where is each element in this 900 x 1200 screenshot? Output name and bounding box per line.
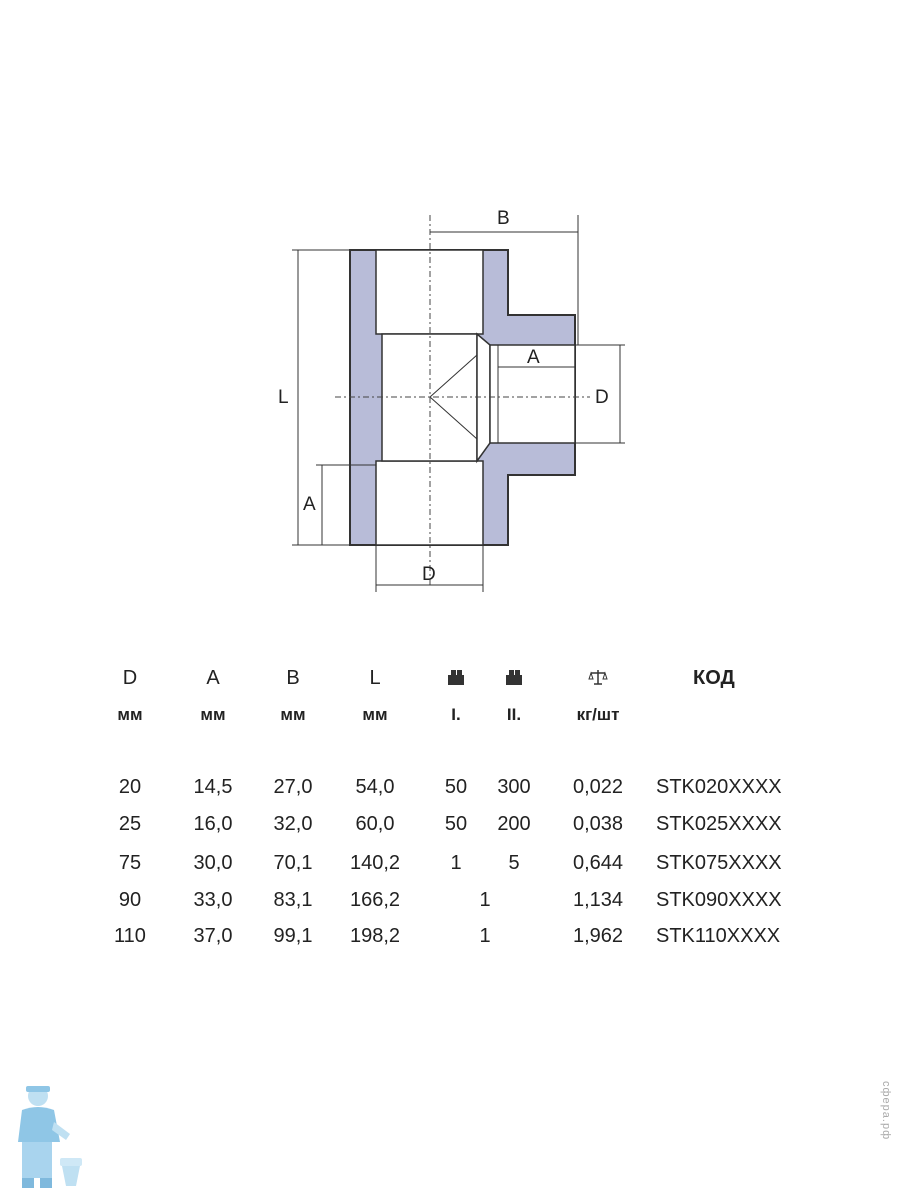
cell-code: STK075XXXX bbox=[656, 852, 782, 874]
cell-a: 37,0 bbox=[193, 925, 233, 947]
cell-weight: 1,962 bbox=[572, 925, 624, 947]
tee-fitting-drawing bbox=[270, 195, 650, 595]
cell-pack2: 300 bbox=[497, 776, 531, 798]
table-row bbox=[90, 889, 830, 919]
dim-l-label: L bbox=[278, 387, 289, 408]
unit-pack1: I. bbox=[451, 705, 461, 724]
unit-b: мм bbox=[280, 705, 306, 724]
cell-pack2: 5 bbox=[508, 852, 520, 874]
table-header-row bbox=[90, 665, 830, 695]
cell-weight: 0,038 bbox=[572, 813, 624, 835]
cell-pack-merged: 1 bbox=[479, 925, 491, 947]
cell-d: 20 bbox=[118, 776, 142, 798]
header-weight bbox=[558, 667, 638, 693]
cell-pack1: 50 bbox=[444, 776, 468, 798]
dim-d-branch-label: D bbox=[595, 387, 609, 408]
unit-a: мм bbox=[200, 705, 226, 724]
cell-a: 14,5 bbox=[193, 776, 233, 798]
cell-d: 75 bbox=[118, 852, 142, 874]
header-d: D bbox=[122, 667, 138, 689]
cell-b: 99,1 bbox=[273, 925, 313, 947]
cell-a: 33,0 bbox=[193, 889, 233, 911]
cell-pack1: 50 bbox=[444, 813, 468, 835]
watermark-text: сфера.рф bbox=[880, 1081, 892, 1141]
cell-code: STK090XXXX bbox=[656, 889, 782, 911]
cell-l: 60,0 bbox=[355, 813, 395, 835]
cell-l: 166,2 bbox=[349, 889, 401, 911]
package-icon bbox=[504, 667, 524, 687]
cell-l: 54,0 bbox=[355, 776, 395, 798]
table-row bbox=[90, 852, 830, 882]
cell-d: 110 bbox=[114, 925, 146, 947]
table-row bbox=[90, 813, 830, 843]
header-a: A bbox=[206, 667, 220, 689]
cell-d: 90 bbox=[118, 889, 142, 911]
dim-d-bottom-label: D bbox=[422, 564, 436, 585]
table-row bbox=[90, 925, 830, 955]
tee-drawing-svg bbox=[270, 195, 650, 595]
package-icon bbox=[446, 667, 466, 687]
cell-l: 198,2 bbox=[349, 925, 401, 947]
cell-weight: 0,022 bbox=[572, 776, 624, 798]
cell-code: STK110XXXX bbox=[656, 925, 781, 947]
unit-l: мм bbox=[362, 705, 388, 724]
table-units-row bbox=[90, 705, 830, 735]
cell-weight: 1,134 bbox=[572, 889, 624, 911]
cell-d: 25 bbox=[118, 813, 142, 835]
plumber-mascot-icon bbox=[8, 1082, 86, 1192]
cell-l: 140,2 bbox=[349, 852, 401, 874]
dim-b-label: B bbox=[497, 208, 510, 229]
header-l: L bbox=[369, 667, 381, 689]
cell-code: STK020XXXX bbox=[656, 776, 782, 798]
cell-a: 16,0 bbox=[193, 813, 233, 835]
cell-code: STK025XXXX bbox=[656, 813, 782, 835]
cell-b: 83,1 bbox=[273, 889, 313, 911]
unit-d: мм bbox=[117, 705, 143, 724]
cell-a: 30,0 bbox=[193, 852, 233, 874]
table-row bbox=[90, 776, 830, 806]
cell-pack-merged: 1 bbox=[479, 889, 491, 911]
header-b: B bbox=[286, 667, 300, 689]
header-pack2 bbox=[474, 667, 554, 693]
cell-b: 32,0 bbox=[273, 813, 313, 835]
header-code: КОД bbox=[693, 667, 735, 689]
watermark bbox=[876, 1081, 896, 1195]
cell-b: 27,0 bbox=[273, 776, 313, 798]
cell-b: 70,1 bbox=[273, 852, 313, 874]
scale-icon bbox=[588, 667, 608, 687]
unit-pack2: II. bbox=[506, 705, 522, 724]
dim-a-side-label: A bbox=[303, 494, 316, 515]
dim-a-branch-label: A bbox=[527, 347, 540, 368]
unit-weight: кг/шт bbox=[576, 705, 620, 724]
cell-weight: 0,644 bbox=[572, 852, 624, 874]
cell-pack1: 1 bbox=[450, 852, 462, 874]
cell-pack2: 200 bbox=[497, 813, 531, 835]
